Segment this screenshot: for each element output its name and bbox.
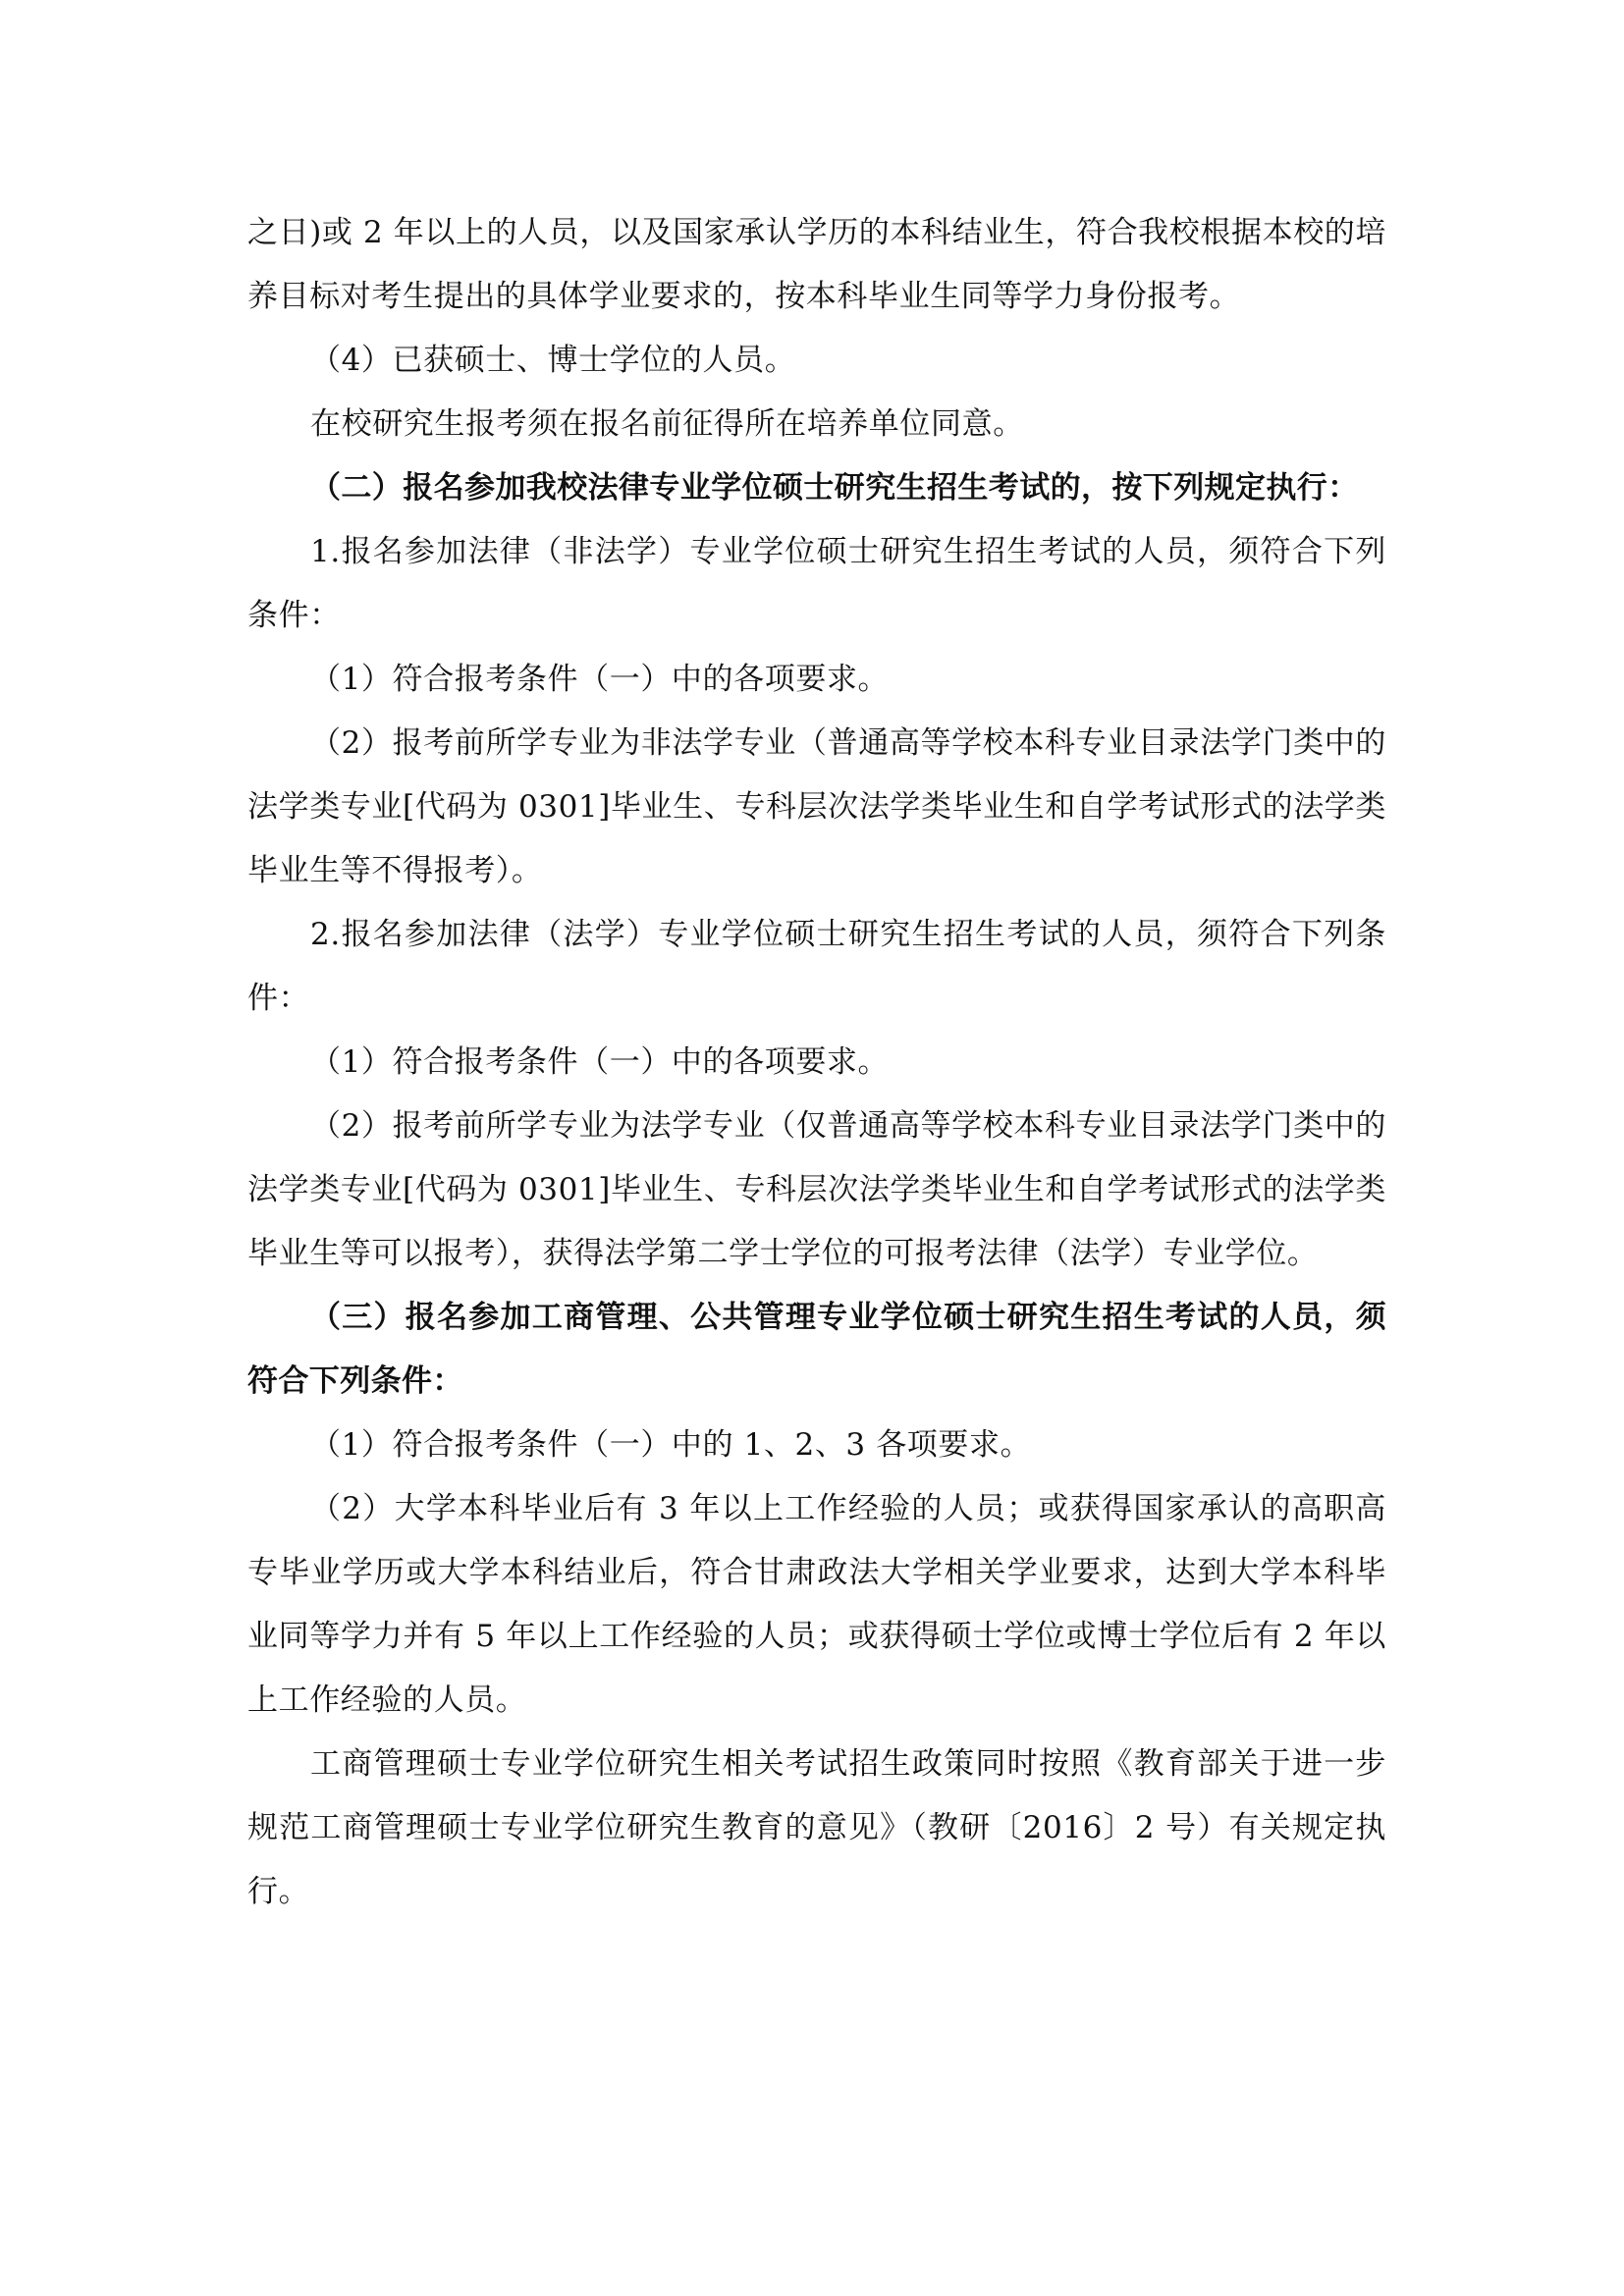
paragraph-law-law: 2.报名参加法律（法学）专业学位硕士研究生招生考试的人员，须符合下列条件： (247, 917, 1386, 1016)
section-heading-3: （三）报名参加工商管理、公共管理专业学位硕士研究生招生考试的人员，须符合下列条件： (247, 1300, 1386, 1399)
paragraph-mba-item-2: （2）大学本科毕业后有 3 年以上工作经验的人员；或获得国家承认的高职高专毕业学历或大学本科结业后，符合甘肃政法大学相关学业要求，达到大学本科毕业同等学力并有 5 年以上工作经验的人员；或获得硕士学位或博士学位后有 2 年以上工作经验的人员。 (247, 1491, 1386, 1718)
paragraph-mba-item-1: （1）符合报考条件（一）中的 1、2、3 各项要求。 (310, 1427, 1032, 1463)
section-heading-2: （二）报名参加我校法律专业学位硕士研究生招生考试的，按下列规定执行： (310, 470, 1359, 506)
paragraph-law-law-item-2: （2）报考前所学专业为法学专业（仅普通高等学校本科专业目录法学门类中的法学类专业[代码为 0301]毕业生、专科层次法学类毕业生和自学考试形式的法学类毕业生等可以报考），获得法学第二学士学位的可报考法律（法学）专业学位。 (247, 1108, 1386, 1271)
paragraph-law-law-item-1: （1）符合报考条件（一）中的各项要求。 (310, 1044, 890, 1080)
paragraph-law-nonlaw-item-2: （2）报考前所学专业为非法学专业（普通高等学校本科专业目录法学门类中的法学类专业[代码为 0301]毕业生、专科层次法学类毕业生和自学考试形式的法学类毕业生等不得报考）。 (247, 725, 1386, 888)
paragraph-enrolled-students: 在校研究生报考须在报名前征得所在培养单位同意。 (310, 406, 1024, 442)
document-body (247, 201, 1386, 1924)
paragraph-mba-policy: 工商管理硕士专业学位研究生相关考试招生政策同时按照《教育部关于进一步规范工商管理硕士专业学位研究生教育的意见》（教研〔2016〕2 号）有关规定执行。 (247, 1746, 1386, 1909)
paragraph-item-4: （4）已获硕士、博士学位的人员。 (310, 343, 796, 378)
paragraph-law-nonlaw-item-1: （1）符合报考条件（一）中的各项要求。 (310, 662, 890, 697)
paragraph-continuation: 之日)或 2 年以上的人员，以及国家承认学历的本科结业生，符合我校根据本校的培养目标对考生提出的具体学业要求的，按本科毕业生同等学力身份报考。 (247, 215, 1386, 314)
paragraph-law-nonlaw: 1.报名参加法律（非法学）专业学位硕士研究生招生考试的人员，须符合下列条件： (247, 534, 1386, 633)
